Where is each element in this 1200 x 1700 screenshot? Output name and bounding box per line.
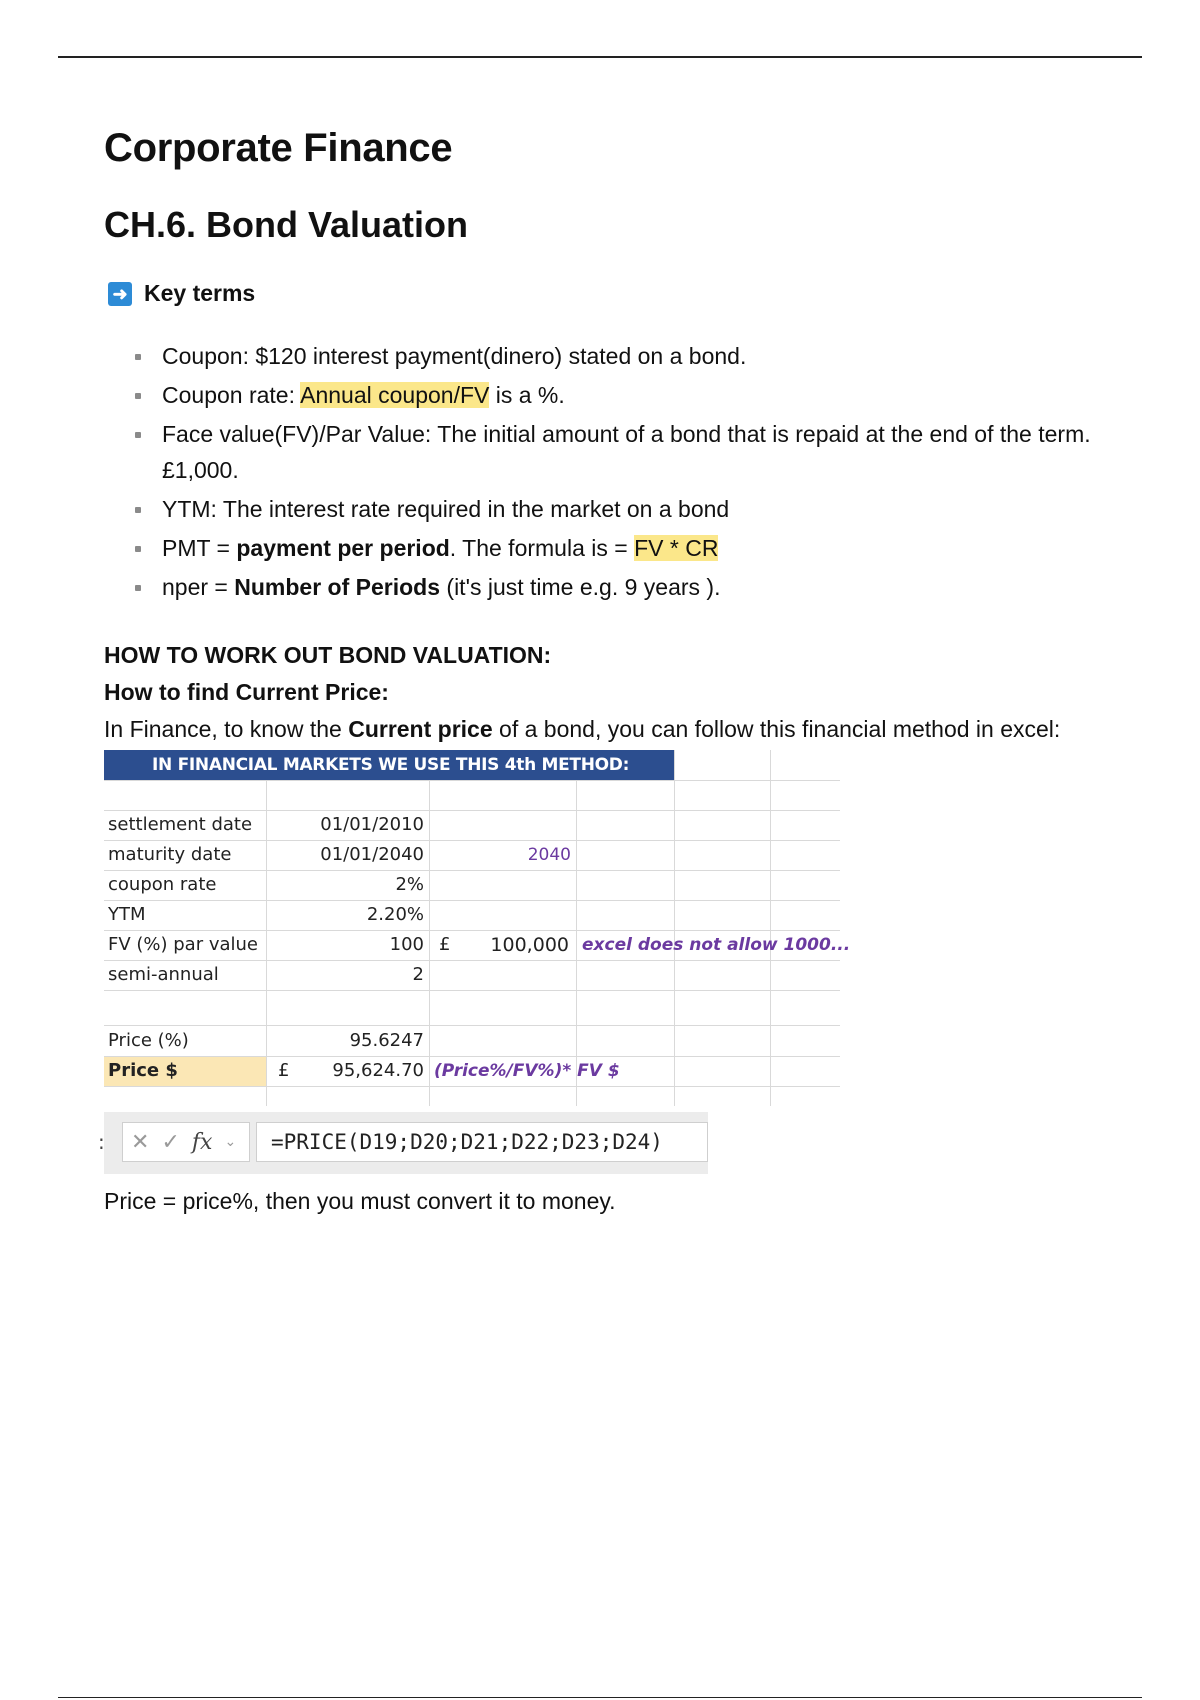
formula-bar: [98, 1112, 708, 1174]
price-money-value[interactable]: 95,624.70: [332, 1060, 424, 1081]
list-item: [132, 530, 1142, 566]
key-terms-heading: [108, 280, 255, 307]
semi-annual-label[interactable]: semi-annual: [108, 964, 219, 985]
coupon-value[interactable]: 2%: [395, 874, 424, 895]
ytm-label[interactable]: YTM: [108, 904, 146, 925]
highlighted-text: FV * CR: [634, 535, 719, 561]
term-text: is a %.: [489, 382, 565, 408]
price-money-currency: £: [278, 1060, 290, 1081]
list-item: [132, 491, 1142, 527]
key-terms-list: [132, 338, 1142, 608]
bottom-rule: [58, 1697, 1142, 1698]
price-money-label[interactable]: Price $: [108, 1060, 178, 1081]
price-formula-note[interactable]: (Price%/FV%)* FV $: [434, 1061, 620, 1081]
term-text: (it's just time e.g. 9 years ).: [440, 574, 721, 600]
sheet-grid: [104, 750, 840, 1106]
highlighted-text: Annual coupon/FV: [300, 382, 490, 408]
document-title: Corporate Finance: [104, 126, 453, 170]
fv-label[interactable]: FV (%) par value: [108, 934, 259, 955]
list-item: [132, 569, 1142, 605]
list-item: [132, 416, 1142, 488]
term-text: nper =: [162, 574, 235, 600]
bold-text: Number of Periods: [234, 574, 441, 600]
formula-input[interactable]: =PRICE(D19;D20;D21;D22;D23;D24): [256, 1122, 708, 1162]
intro-paragraph: [104, 716, 1060, 743]
term-text: PMT =: [162, 535, 237, 561]
fv-note[interactable]: excel does not allow 1000...: [582, 935, 851, 955]
price-pct-label[interactable]: Price (%): [108, 1030, 189, 1051]
enter-icon[interactable]: ✓: [161, 1129, 180, 1155]
term-text: Coupon rate:: [162, 382, 301, 408]
maturity-label[interactable]: maturity date: [108, 844, 232, 865]
list-item: [132, 377, 1142, 413]
semi-annual-value[interactable]: 2: [412, 964, 424, 985]
subsection-heading: How to find Current Price:: [104, 679, 389, 705]
top-rule: [58, 56, 1142, 58]
drag-handle[interactable]: :: [98, 1130, 105, 1154]
chapter-title: CH.6. Bond Valuation: [104, 204, 469, 245]
cancel-icon[interactable]: ✕: [131, 1129, 150, 1155]
settlement-value[interactable]: 01/01/2010: [320, 814, 424, 835]
arrow-right-icon: ➜: [108, 282, 132, 306]
sheet-banner: IN FINANCIAL MARKETS WE USE THIS 4th METHOD:: [104, 750, 674, 780]
price-pct-value[interactable]: 95.6247: [349, 1030, 424, 1051]
term-text: Coupon: $120 interest payment(dinero) stated on a bond.: [162, 343, 747, 369]
maturity-year[interactable]: 2040: [527, 845, 571, 865]
list-item: [132, 338, 1142, 374]
intro-text: In Finance, to know the: [104, 716, 349, 742]
fv-currency: £: [439, 934, 451, 955]
closing-paragraph: Price = price%, then you must convert it to money.: [104, 1188, 616, 1214]
maturity-value[interactable]: 01/01/2040: [320, 844, 424, 865]
term-text: Face value(FV)/Par Value: The initial amount of a bond that is repaid at the end of the term. £1,000.: [162, 421, 1091, 483]
term-text: YTM: The interest rate required in the market on a bond: [162, 496, 730, 522]
bold-text: payment per period: [236, 535, 450, 561]
intro-text: of a bond, you can follow this financial method in excel:: [492, 716, 1061, 742]
term-text: . The formula is =: [449, 535, 635, 561]
formula-controls: [122, 1122, 250, 1162]
coupon-label[interactable]: coupon rate: [108, 874, 217, 895]
ytm-value[interactable]: 2.20%: [366, 904, 424, 925]
intro-bold: Current price: [348, 716, 493, 742]
settlement-label[interactable]: settlement date: [108, 814, 253, 835]
key-terms-label: Key terms: [144, 280, 256, 306]
fv-amount[interactable]: 100,000: [490, 934, 569, 956]
section-heading: HOW TO WORK OUT BOND VALUATION:: [104, 642, 552, 668]
chevron-down-icon[interactable]: ⌄: [224, 1134, 237, 1150]
function-icon[interactable]: fx: [191, 1129, 213, 1155]
fv-value[interactable]: 100: [389, 934, 424, 955]
